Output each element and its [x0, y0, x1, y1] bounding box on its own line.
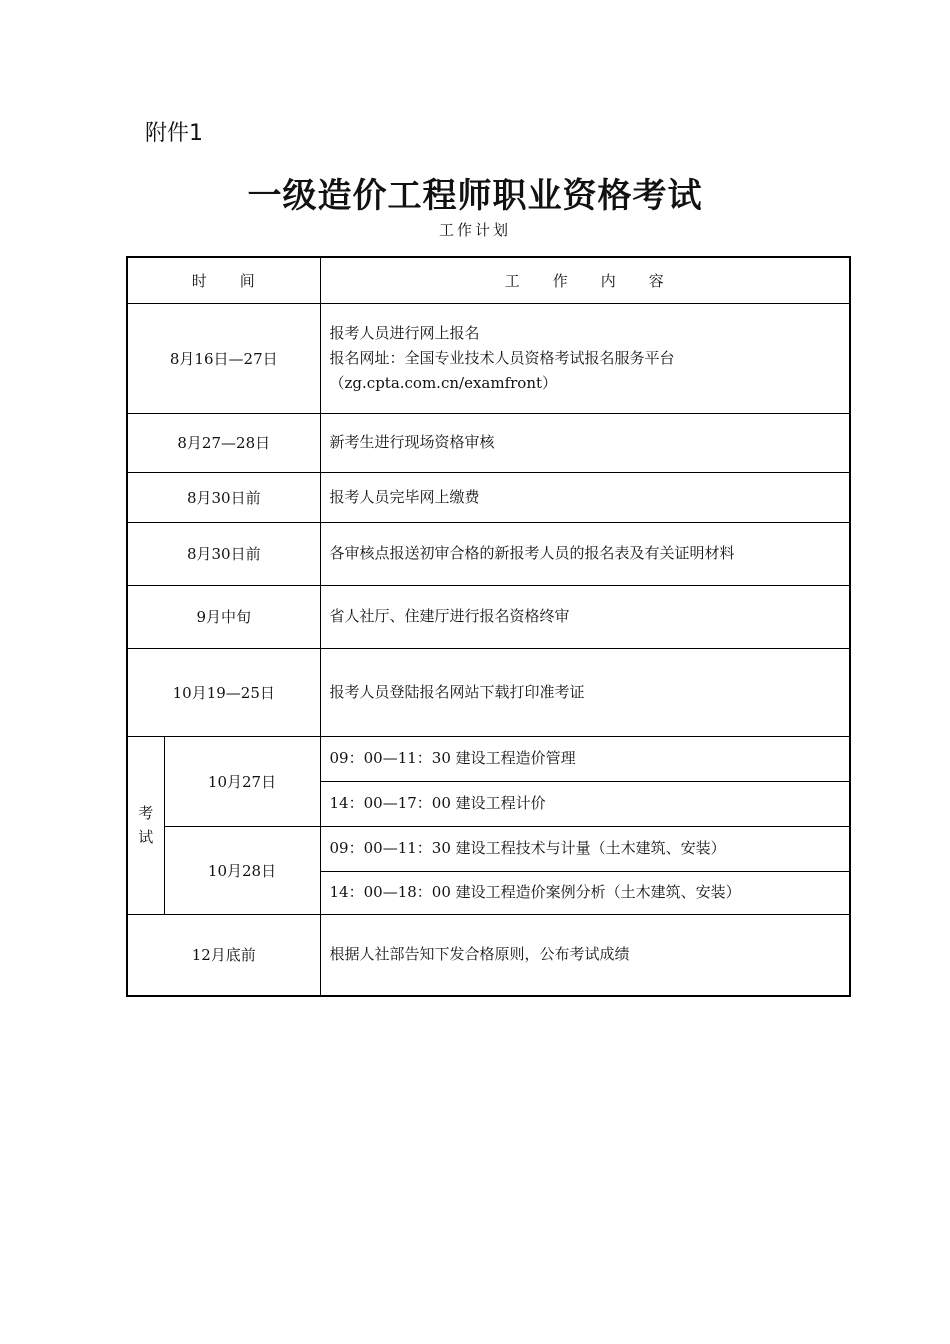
document-subtitle: 工作计划 — [438, 221, 511, 239]
exam-label-char: 考 — [138, 804, 154, 822]
row-time: 8月30日前 — [127, 472, 320, 522]
row-content: 报考人员登陆报名网站下载打印准考证 — [320, 648, 850, 736]
attachment-label: 附件1 — [145, 121, 203, 146]
exam-session: 14：00—17：00 建设工程计价 — [320, 781, 850, 826]
table-row — [127, 585, 850, 648]
table-row — [127, 522, 850, 585]
row-content: 新考生进行现场资格审核 — [320, 413, 850, 472]
row-time: 12月底前 — [127, 914, 320, 996]
header-content: 工 作 内 容 — [320, 257, 850, 303]
row-time: 8月27—28日 — [127, 413, 320, 472]
table-row — [127, 472, 850, 522]
table-row — [127, 413, 850, 472]
exam-date: 10月28日 — [164, 826, 320, 914]
exam-session: 14：00—18：00 建设工程造价案例分析（土木建筑、安装） — [320, 871, 850, 914]
exam-session: 09：00—11：30 建设工程技术与计量（土木建筑、安装） — [320, 826, 850, 871]
header-time: 时 间 — [127, 257, 320, 303]
row-content: 根据人社部告知下发合格原则，公布考试成绩 — [320, 914, 850, 996]
exam-session-row — [127, 826, 850, 871]
row-content: 各审核点报送初审合格的新报考人员的报名表及有关证明材料 — [320, 522, 850, 585]
content-line: 报名网址：全国专业技术人员资格考试报名服务平台 — [329, 348, 675, 367]
row-content: 省人社厅、住建厅进行报名资格终审 — [320, 585, 850, 648]
content-line: （zg.cpta.com.cn/examfront） — [329, 373, 558, 392]
row-time: 8月16日—27日 — [127, 303, 320, 413]
work-plan-table — [126, 256, 851, 997]
row-time: 10月19—25日 — [127, 648, 320, 736]
row-content — [320, 303, 850, 413]
table-header-row — [127, 257, 850, 303]
exam-label-char: 试 — [138, 828, 154, 846]
document-title: 一级造价工程师职业资格考试 — [247, 176, 703, 216]
exam-date: 10月27日 — [164, 736, 320, 826]
exam-session: 09：00—11：30 建设工程造价管理 — [320, 736, 850, 781]
table-row — [127, 914, 850, 996]
row-time: 9月中旬 — [127, 585, 320, 648]
table-row — [127, 303, 850, 413]
row-time: 8月30日前 — [127, 522, 320, 585]
row-content: 报考人员完毕网上缴费 — [320, 472, 850, 522]
exam-session-row — [127, 736, 850, 781]
table-row — [127, 648, 850, 736]
exam-label — [127, 736, 164, 914]
content-line: 报考人员进行网上报名 — [329, 323, 480, 342]
